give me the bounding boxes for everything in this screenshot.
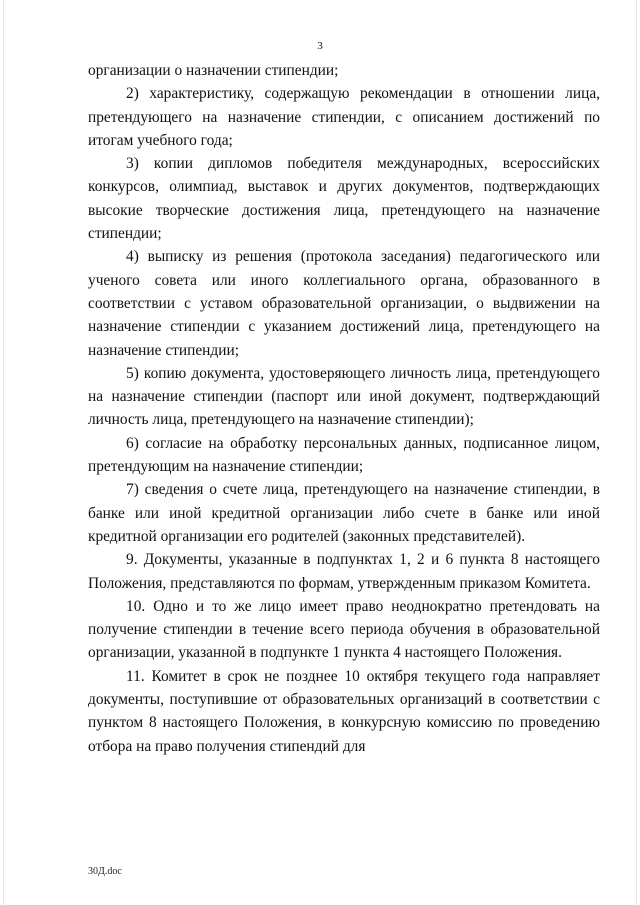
- document-body: [88, 59, 600, 758]
- paragraph-clause-10: 10. Одно и то же лицо имеет право неоднократно претендовать на получение стипендии в течение всего периода обучения в образовательной организации, указанной в подпункте 1 пункта 4 настоящего Положения.: [88, 597, 600, 662]
- paragraph-item-6: 6) согласие на обработку персональных данных, подписанное лицом, претендующим на назначение стипендии;: [88, 434, 600, 476]
- paragraph-item-7: 7) сведения о счете лица, претендующего на назначение стипендии, в банке или иной кредитной организации либо счете в банке или иной кредитной организации его родителей (законных представителей).: [88, 481, 600, 545]
- paragraph-clause-9: 9. Документы, указанные в подпунктах 1, 2 и 6 пункта 8 настоящего Положения, представляются по формам, утвержденным приказом Комитета.: [88, 551, 600, 592]
- paragraph-clause-11: 11. Комитет в срок не позднее 10 октября текущего года направляет документы, поступившие от образовательных организаций в соответствии с пунктом 8 настоящего Положения, в конкурсную комиссию по проведению отбора на право получения стипендий для: [88, 667, 600, 755]
- scan-edge-left: [3, 0, 4, 905]
- paragraph-continuation: организации о назначении стипендии;: [88, 62, 339, 79]
- page-number: 3: [317, 40, 323, 52]
- paragraph-item-3: 3) копии дипломов победителя международных, всероссийских конкурсов, олимпиад, выставок и других документов, подтверждающих высокие творческие достижения лица, претендующего на назначение стипендии;: [88, 155, 600, 243]
- paragraph-item-5: 5) копию документа, удостоверяющего личность лица, претендующего на назначение стипендии (паспорт или иной документ, подтверждающий личность лица, претендующего на назначение стипендии);: [88, 364, 600, 429]
- footer-filename: 30Д.doc: [88, 866, 122, 877]
- paragraph-item-2: 2) характеристику, содержащую рекомендации в отношении лица, претендующего на назначение стипендии, с описанием достижений по итогам учебного года;: [88, 85, 600, 149]
- scan-edge-right: [636, 0, 637, 905]
- paragraph-item-4: 4) выписку из решения (протокола заседания) педагогического или ученого совета или иного коллегиального органа, образованного в соответствии с уставом образовательной организации, о выдвижении на назначение стипендии с указанием достижений лица, претендующего на назначение стипендии;: [88, 248, 600, 359]
